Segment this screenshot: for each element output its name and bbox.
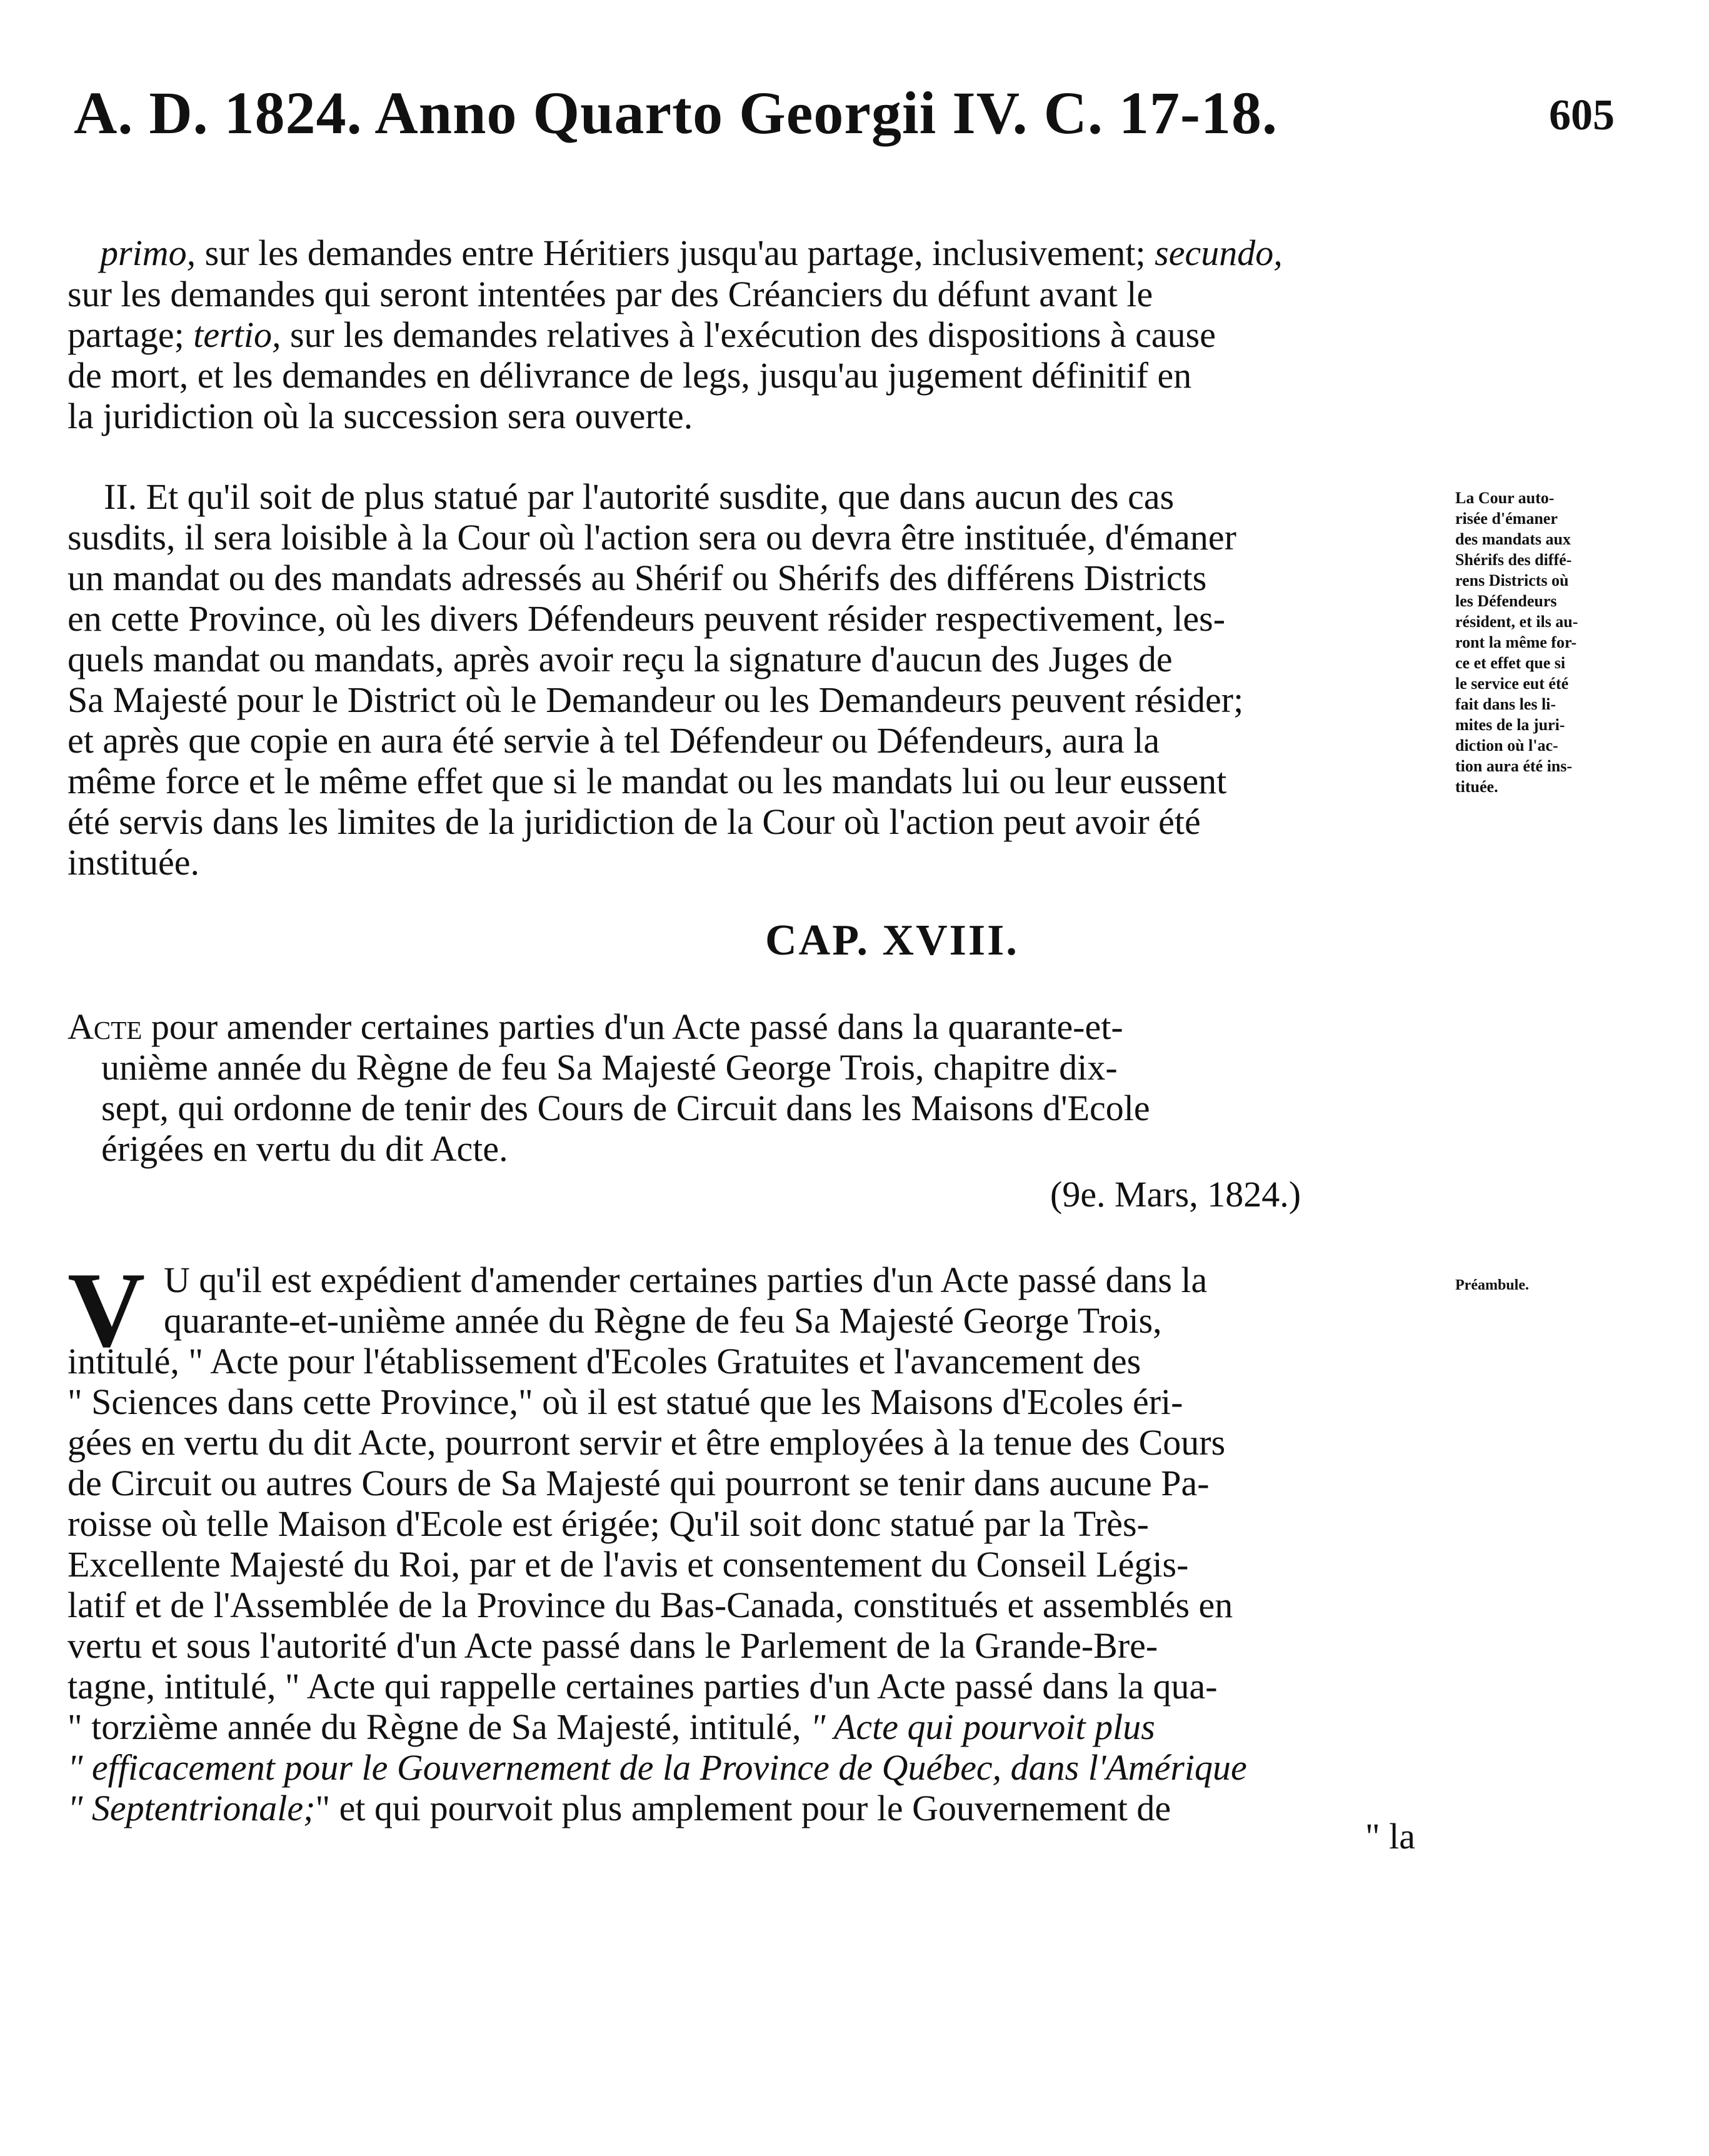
section2-line-3: un mandat ou des mandats adressés au Shérif ou Shérifs des différens Districts <box>68 558 1207 598</box>
preamble-line-13: " efficacement pour le Gouvernement de la Province de Québec, dans l'Amérique <box>68 1747 1247 1788</box>
enactment-date: (9e. Mars, 1824.) <box>1050 1174 1301 1215</box>
running-header-title: A. D. 1824. Anno Quarto Georgii IV. C. 17-18. <box>74 79 1278 146</box>
section2-line-8: même force et le même effet que si le mandat ou les mandats lui ou leur eussent <box>68 761 1227 801</box>
preamble-line-3: intitulé, " Acte pour l'établissement d'Ecoles Gratuites et l'avancement des <box>68 1341 1141 1381</box>
section2-line-5: quels mandat ou mandats, après avoir reçu la signature d'aucun des Juges de <box>68 639 1173 679</box>
section2-line-6: Sa Majesté pour le District où le Demandeur ou les Demandeurs peuvent résider; <box>68 679 1244 720</box>
preamble-line-6: de Circuit ou autres Cours de Sa Majesté qui pourront se tenir dans aucune Pa- <box>68 1463 1210 1503</box>
section2-line-7: et après que copie en aura été servie à tel Défendeur ou Défendeurs, aura la <box>68 720 1160 761</box>
section2-line-2: susdits, il sera loisible à la Cour où l'action sera ou devra être instituée, d'émaner <box>68 517 1236 558</box>
margin-note-line: le service eut été <box>1455 674 1569 693</box>
margin-note-line: tion aura été ins- <box>1455 757 1573 775</box>
drop-cap: V <box>68 1251 146 1370</box>
chapter-title-line-4: érigées en vertu du dit Acte. <box>101 1128 508 1169</box>
chapter-title-line-3: sept, qui ordonne de tenir des Cours de Circuit dans les Maisons d'Ecole <box>101 1088 1150 1128</box>
preamble-line-9: latif et de l'Assemblée de la Province du Bas-Canada, constitués et assemblés en <box>68 1585 1233 1625</box>
margin-note-section2 <box>1455 488 1643 797</box>
chapter-title-line-2: unième année du Règne de feu Sa Majesté George Trois, chapitre dix- <box>101 1047 1118 1088</box>
section2-line-10: instituée. <box>68 842 200 883</box>
preamble-line-11: tagne, intitulé, " Acte qui rappelle certaines parties d'un Acte passé dans la qua- <box>68 1666 1218 1707</box>
margin-note-line: les Défendeurs <box>1455 592 1557 610</box>
chapter-title-line-1: Acte pour amender certaines parties d'un Acte passé dans la quarante-et- <box>68 1006 1123 1047</box>
margin-note-line: mites de la juri- <box>1455 716 1565 734</box>
margin-note-line: risée d'émaner <box>1455 509 1558 528</box>
chapter-heading: CAP. XVIII. <box>765 916 1019 965</box>
preamble-line-14: " Septentrionale;" et qui pourvoit plus amplement pour le Gouvernement de <box>68 1788 1171 1828</box>
section2-line-4: en cette Province, où les divers Défendeurs peuvent résider respectivement, les- <box>68 598 1226 639</box>
preamble-line-4: " Sciences dans cette Province," où il est statué que les Maisons d'Ecoles éri- <box>68 1381 1183 1422</box>
section2-line-1: II. Et qu'il soit de plus statué par l'autorité susdite, que dans aucun des cas <box>104 476 1175 517</box>
section1-line-5: la juridiction où la succession sera ouverte. <box>68 396 693 436</box>
margin-note-line: résident, et ils au- <box>1455 613 1578 631</box>
section1-line-3: partage; tertio, sur les demandes relatives à l'exécution des dispositions à cause <box>68 314 1216 355</box>
margin-note-line: tituée. <box>1455 778 1498 796</box>
margin-note-line: fait dans les li- <box>1455 695 1556 713</box>
catchword: " la <box>1365 1816 1416 1857</box>
preamble-line-10: vertu et sous l'autorité d'un Acte passé dans le Parlement de la Grande-Bre- <box>68 1625 1158 1666</box>
margin-note-line: rens Districts où <box>1455 571 1569 589</box>
margin-note-line: des mandats aux <box>1455 530 1571 548</box>
section1-line-1: primo, sur les demandes entre Héritiers jusqu'au partage, inclusivement; secundo, <box>100 233 1283 273</box>
margin-note-preamble: Préambule. <box>1455 1277 1529 1293</box>
section2-line-9: été servis dans les limites de la juridiction de la Cour où l'action peut avoir été <box>68 801 1201 842</box>
preamble-line-12: " torzième année du Règne de Sa Majesté, intitulé, " Acte qui pourvoit plus <box>68 1707 1155 1747</box>
margin-note-line: La Cour auto- <box>1455 489 1555 507</box>
preamble-line-1: U qu'il est expédient d'amender certaines parties d'un Acte passé dans la <box>164 1260 1208 1300</box>
margin-note-line: diction où l'ac- <box>1455 736 1558 755</box>
page-number: 605 <box>1549 91 1615 139</box>
margin-note-line: Shérifs des diffé- <box>1455 551 1572 569</box>
margin-note-line: ront la même for- <box>1455 633 1577 651</box>
preamble-line-8: Excellente Majesté du Roi, par et de l'avis et consentement du Conseil Légis- <box>68 1544 1189 1585</box>
section1-line-4: de mort, et les demandes en délivrance de legs, jusqu'au jugement définitif en <box>68 355 1192 396</box>
margin-note-line: ce et effet que si <box>1455 654 1566 672</box>
preamble-line-2: quarante-et-unième année du Règne de feu Sa Majesté George Trois, <box>164 1300 1162 1341</box>
section1-line-2: sur les demandes qui seront intentées par des Créanciers du défunt avant le <box>68 274 1153 314</box>
preamble-line-7: roisse où telle Maison d'Ecole est érigée; Qu'il soit donc statué par la Très- <box>68 1503 1149 1544</box>
preamble-line-5: gées en vertu du dit Acte, pourront servir et être employées à la tenue des Cours <box>68 1422 1226 1463</box>
